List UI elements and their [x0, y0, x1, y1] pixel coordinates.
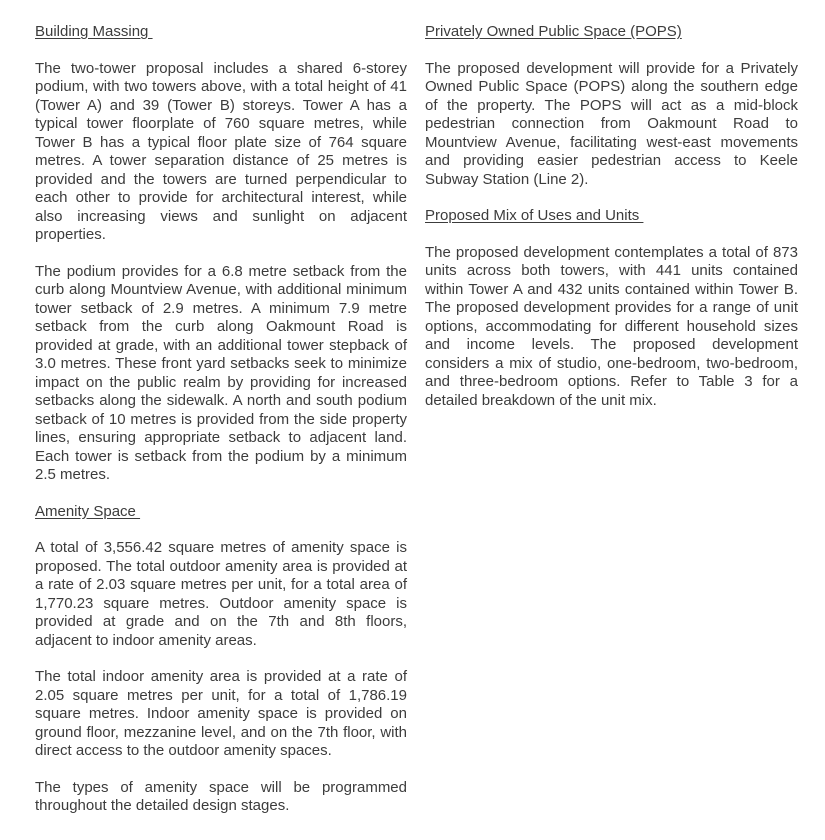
mix-of-uses-heading: Proposed Mix of Uses and Units	[425, 207, 644, 224]
pops-heading: Privately Owned Public Space (POPS)	[425, 23, 682, 40]
mix-of-uses-section	[425, 207, 798, 410]
pops-paragraph-1: The proposed development will provide for a Privately Owned Public Space (POPS) along the southern edge of the property. The POPS will act as a mid-block pedestrian connection from Oakmount Road to Mountview Avenue, facilitating west-east movements and providing easier pedestrian access to Keele Subway Station (Line 2).	[425, 59, 798, 188]
amenity-space-section	[35, 503, 407, 816]
amenity-space-paragraph-1: A total of 3,556.42 square metres of amenity space is proposed. The total outdoor amenity area is provided at a rate of 2.03 square metres per unit, for a total area of 1,770.23 square metres. Outdoor amenity space is provided at grade and on the 7th and 8th floors, adjacent to indoor amenity areas.	[35, 539, 407, 649]
pops-section	[425, 23, 798, 189]
left-column	[35, 23, 407, 834]
amenity-space-paragraph-3: The types of amenity space will be programmed throughout the detailed design stages.	[35, 778, 407, 814]
building-massing-paragraph-1: The two-tower proposal includes a shared 6-storey podium, with two towers above, with a total height of 41 (Tower A) and 39 (Tower B) storeys. Tower A has a typical tower floorplate of 760 square metres, while Tower B has a typical floor plate size of 764 square metres. A tower separation distance of 25 metres is provided and the towers are turned perpendicular to each other to provide for architectural interest, while also increasing views and sunlight on adjacent properties.	[35, 59, 407, 243]
amenity-space-paragraph-2: The total indoor amenity area is provided at a rate of 2.05 square metres per unit, for a total of 1,786.19 square metres. Indoor amenity space is provided on ground floor, mezzanine level, and on the 7th floor, with direct access to the outdoor amenity spaces.	[35, 668, 407, 759]
building-massing-section	[35, 23, 407, 485]
building-massing-heading: Building Massing	[35, 23, 153, 40]
building-massing-paragraph-2: The podium provides for a 6.8 metre setback from the curb along Mountview Avenue, with additional minimum tower setback of 2.9 metres. A minimum 7.9 metre setback from the curb along Oakmount Road is provided at grade, with an additional tower stepback of 3.0 metres. These front yard setbacks seek to minimize impact on the public realm by providing for increased setbacks along the sidewalk. A north and south podium setback of 10 metres is provided from the side property lines, ensuring appropriate setback to adjacent land. Each tower is setback from the podium by a minimum 2.5 metres.	[35, 262, 407, 483]
amenity-space-heading: Amenity Space	[35, 502, 141, 520]
mix-of-uses-paragraph-1: The proposed development contemplates a total of 873 units across both towers, with 441 units contained within Tower A and 432 units contained within Tower B. The proposed development provides for a range of unit options, accommodating for different household sizes and income levels. The proposed development considers a mix of studio, one-bedroom, two-bedroom, and three-bedroom options. Refer to Table 3 for a detailed breakdown of the unit mix.	[425, 243, 798, 409]
right-column	[425, 23, 798, 428]
